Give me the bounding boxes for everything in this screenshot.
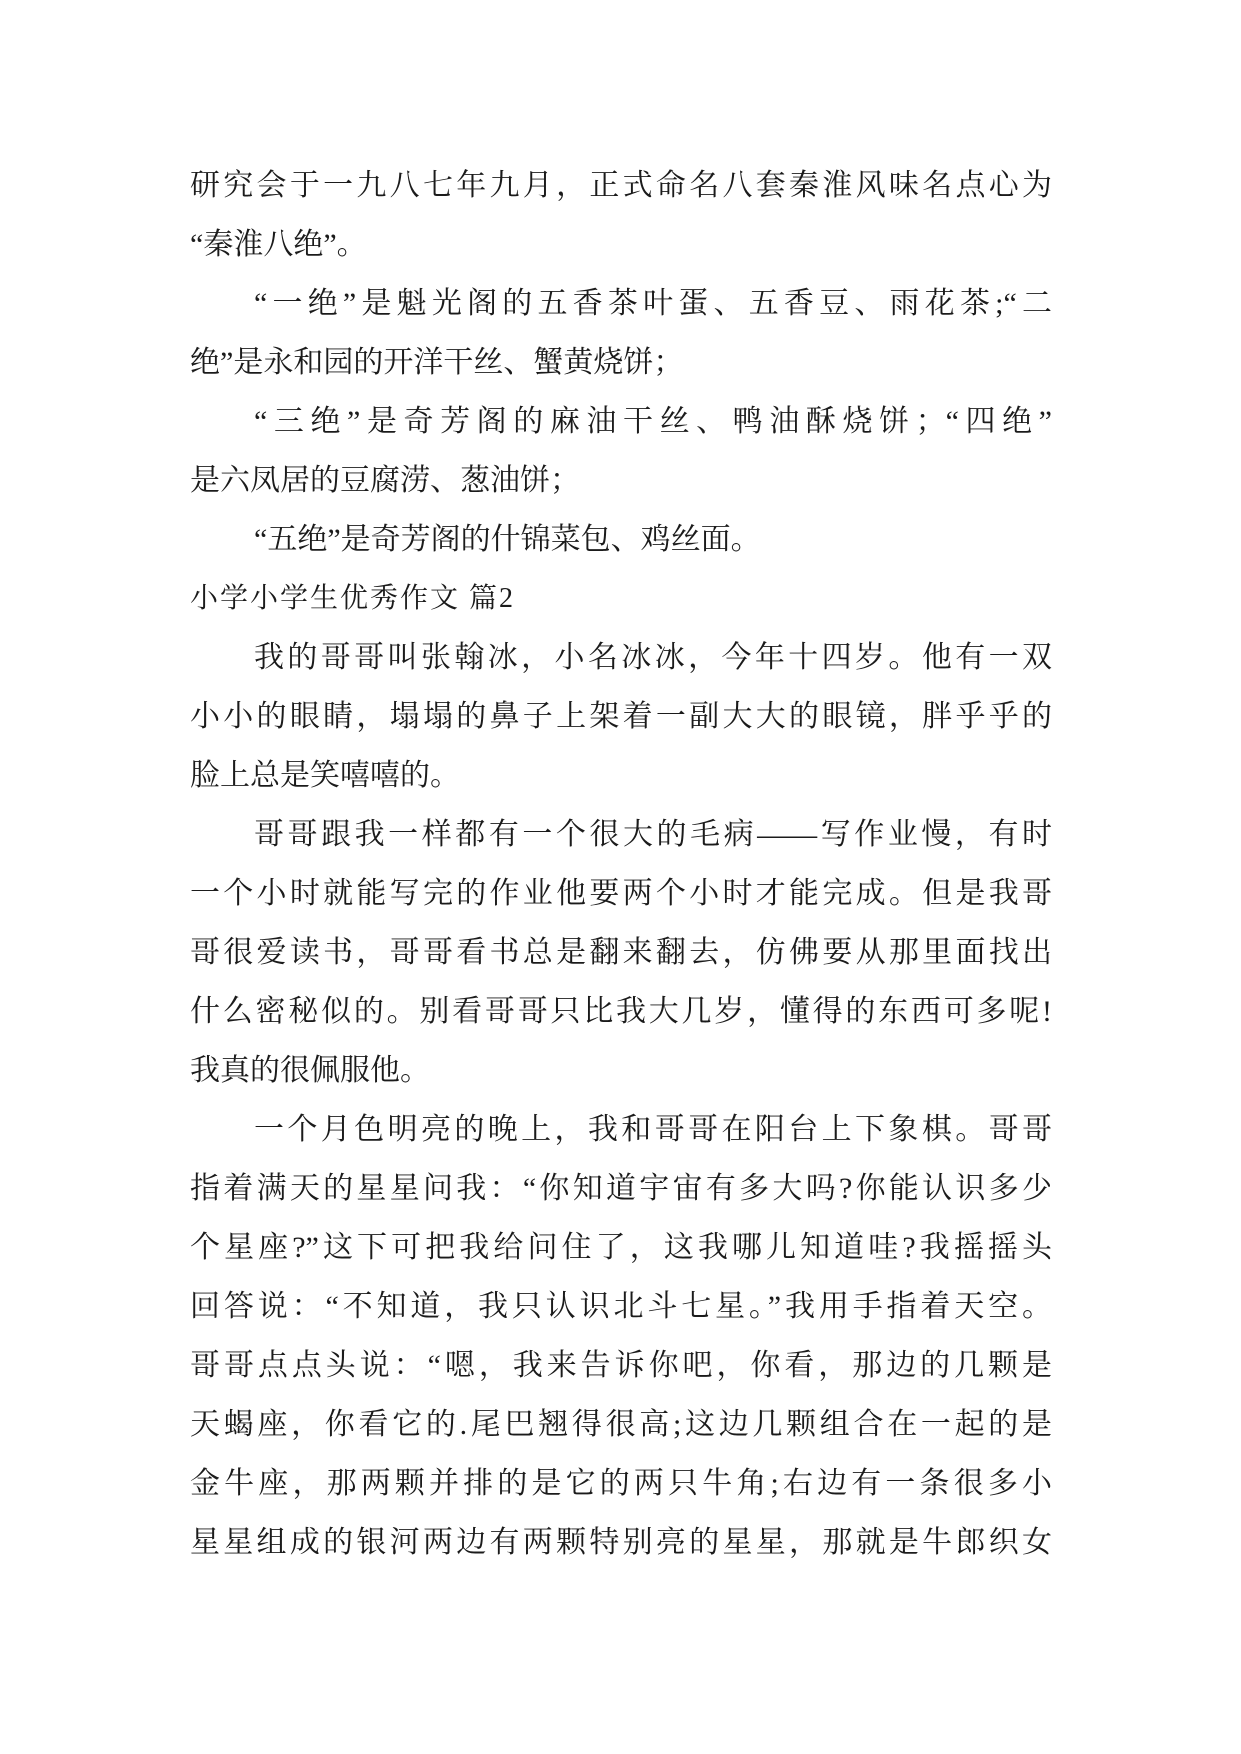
text-line: 回答说：“不知道，我只认识北斗七星。”我用手指着天空。: [190, 1290, 1052, 1323]
paragraph: [190, 510, 1052, 569]
text-line: 一个小时就能写完的作业他要两个小时才能完成。但是我哥: [190, 877, 1052, 910]
text-line: 什么密秘似的。别看哥哥只比我大几岁，懂得的东西可多呢!: [190, 995, 1052, 1028]
text-line: “一绝”是魁光阁的五香茶叶蛋、五香豆、雨花茶;“二: [254, 287, 1052, 320]
text-line: 星星组成的银河两边有两颗特别亮的星星，那就是牛郎织女: [190, 1526, 1052, 1559]
text-line: 个星座?”这下可把我给问住了，这我哪儿知道哇?我摇摇头: [190, 1231, 1052, 1264]
text-line: “五绝”是奇芳阁的什锦菜包、鸡丝面。: [254, 523, 761, 556]
text-line: 指着满天的星星问我：“你知道宇宙有多大吗?你能认识多少: [190, 1172, 1052, 1205]
paragraph: [190, 1100, 1052, 1572]
text-line: 小小的眼睛，塌塌的鼻子上架着一副大大的眼镜，胖乎乎的: [190, 700, 1052, 733]
text-line: 哥哥点点头说：“嗯，我来告诉你吧，你看，那边的几颗是: [190, 1349, 1052, 1382]
text-line: 研究会于一九八七年九月，正式命名八套秦淮风味名点心为: [190, 169, 1052, 202]
document-body: [190, 156, 1052, 1572]
text-line: 一个月色明亮的晚上，我和哥哥在阳台上下象棋。哥哥: [254, 1113, 1052, 1146]
text-line: “三绝”是奇芳阁的麻油干丝、鸭油酥烧饼；“四绝”: [254, 405, 1052, 438]
paragraph: [190, 628, 1052, 805]
text-line: 是六凤居的豆腐涝、葱油饼；: [190, 464, 580, 497]
section-heading: 小学小学生优秀作文 篇2: [190, 583, 516, 614]
paragraph: [190, 392, 1052, 510]
text-line: 我的哥哥叫张翰冰，小名冰冰，今年十四岁。他有一双: [254, 641, 1052, 674]
text-line: 哥很爱读书，哥哥看书总是翻来翻去，仿佛要从那里面找出: [190, 936, 1052, 969]
text-line: 我真的很佩服他。: [190, 1054, 430, 1087]
text-line: 天蝎座，你看它的.尾巴翘得很高;这边几颗组合在一起的是: [190, 1408, 1052, 1441]
text-line: 绝”是永和园的开洋干丝、蟹黄烧饼；: [190, 346, 684, 379]
text-line: 脸上总是笑嘻嘻的。: [190, 759, 460, 792]
paragraph: [190, 805, 1052, 1100]
paragraph: [190, 274, 1052, 392]
text-line: 金牛座，那两颗并排的是它的两只牛角;右边有一条很多小: [190, 1467, 1052, 1500]
text-line: 哥哥跟我一样都有一个很大的毛病——写作业慢，有时: [254, 818, 1052, 851]
text-line: “秦淮八绝”。: [190, 228, 367, 261]
paragraph: [190, 156, 1052, 274]
